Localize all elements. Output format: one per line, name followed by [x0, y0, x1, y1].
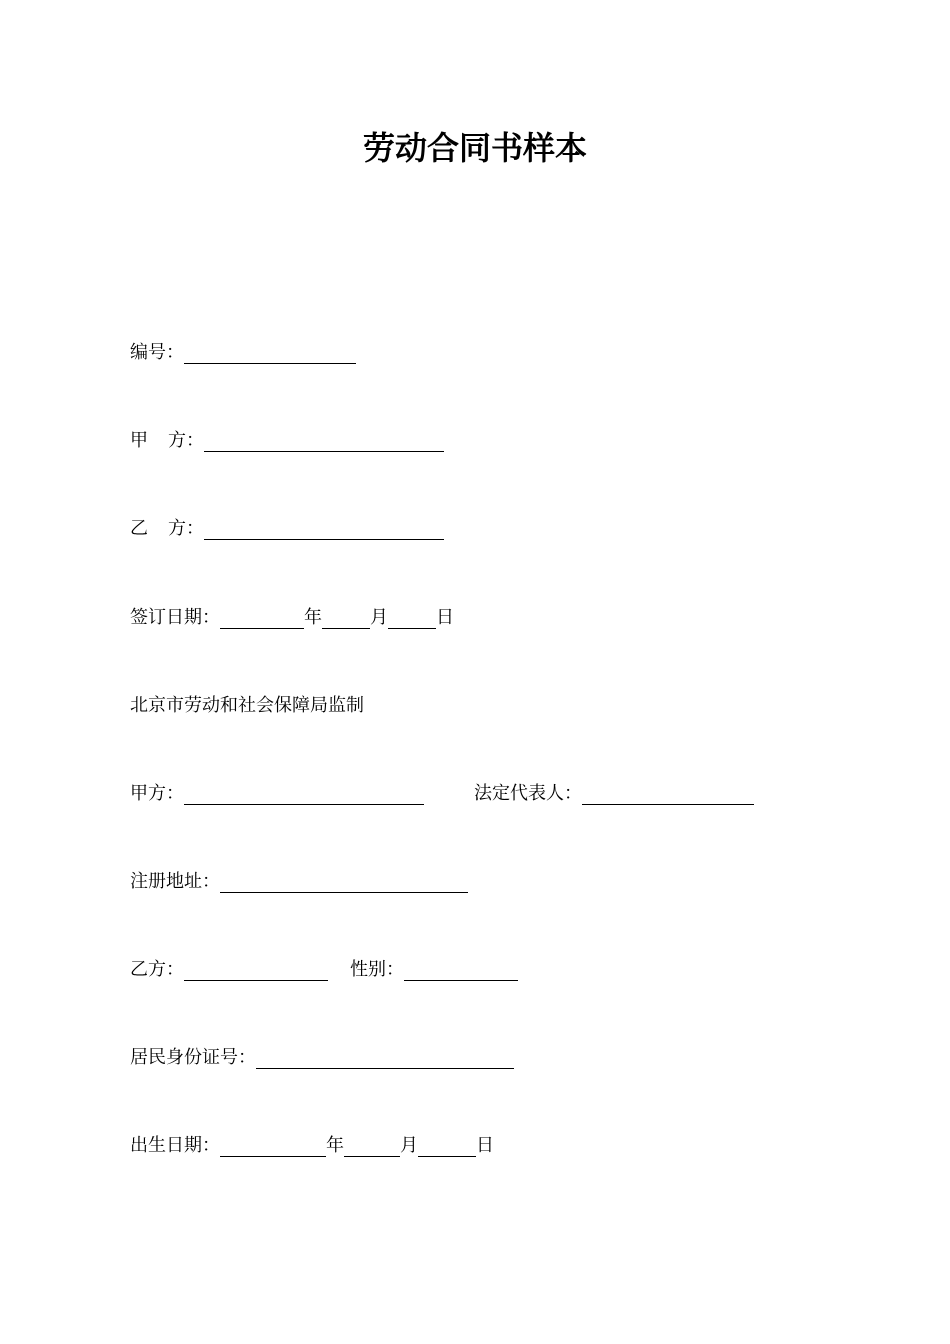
legal-rep-label: 法定代表人： — [474, 783, 582, 804]
party-b-label-char2: 方： — [168, 518, 204, 539]
legal-rep-group — [474, 779, 754, 809]
serial-number-field[interactable] — [184, 341, 356, 364]
gender-field[interactable] — [404, 958, 518, 981]
employee-label: 乙方： — [130, 959, 184, 980]
party-a-label-char1: 甲 — [130, 430, 148, 451]
party-a-label-char2: 方： — [168, 430, 204, 451]
id-number-label: 居民身份证号： — [130, 1047, 256, 1068]
sign-month-field[interactable] — [322, 606, 370, 629]
sign-year-field[interactable] — [220, 606, 304, 629]
month-unit: 月 — [370, 607, 388, 628]
reg-address-row — [130, 867, 468, 897]
day-unit: 日 — [436, 607, 454, 628]
sign-date-row — [130, 603, 454, 633]
supervisor-text: 北京市劳动和社会保障局监制 — [130, 695, 364, 716]
document-title: 劳动合同书样本 — [362, 129, 587, 167]
party-a-row — [130, 426, 444, 456]
month-unit: 月 — [400, 1135, 418, 1156]
sign-day-field[interactable] — [388, 606, 436, 629]
party-b-label-char1: 乙 — [130, 518, 148, 539]
birth-day-field[interactable] — [418, 1134, 476, 1157]
sign-date-label: 签订日期： — [130, 607, 220, 628]
birth-date-label: 出生日期： — [130, 1135, 220, 1156]
reg-address-label: 注册地址： — [130, 871, 220, 892]
party-b-row — [130, 514, 444, 544]
serial-number-label: 编号： — [130, 342, 184, 363]
serial-number-row — [130, 338, 356, 368]
id-number-row — [130, 1043, 514, 1073]
party-b-field[interactable] — [204, 517, 444, 540]
employer-field[interactable] — [184, 782, 424, 805]
year-unit: 年 — [326, 1135, 344, 1156]
gender-group — [350, 955, 518, 985]
birth-year-field[interactable] — [220, 1134, 326, 1157]
employer-label: 甲方： — [130, 783, 184, 804]
employer-row — [130, 779, 830, 809]
birth-month-field[interactable] — [344, 1134, 400, 1157]
supervisor-row — [130, 691, 364, 721]
reg-address-field[interactable] — [220, 870, 468, 893]
day-unit: 日 — [476, 1135, 494, 1156]
gender-label: 性别： — [350, 959, 404, 980]
id-number-field[interactable] — [256, 1046, 514, 1069]
legal-rep-field[interactable] — [582, 782, 754, 805]
birth-date-row — [130, 1131, 494, 1161]
employee-field[interactable] — [184, 958, 328, 981]
party-a-field[interactable] — [204, 429, 444, 452]
employee-row — [130, 955, 730, 985]
year-unit: 年 — [304, 607, 322, 628]
